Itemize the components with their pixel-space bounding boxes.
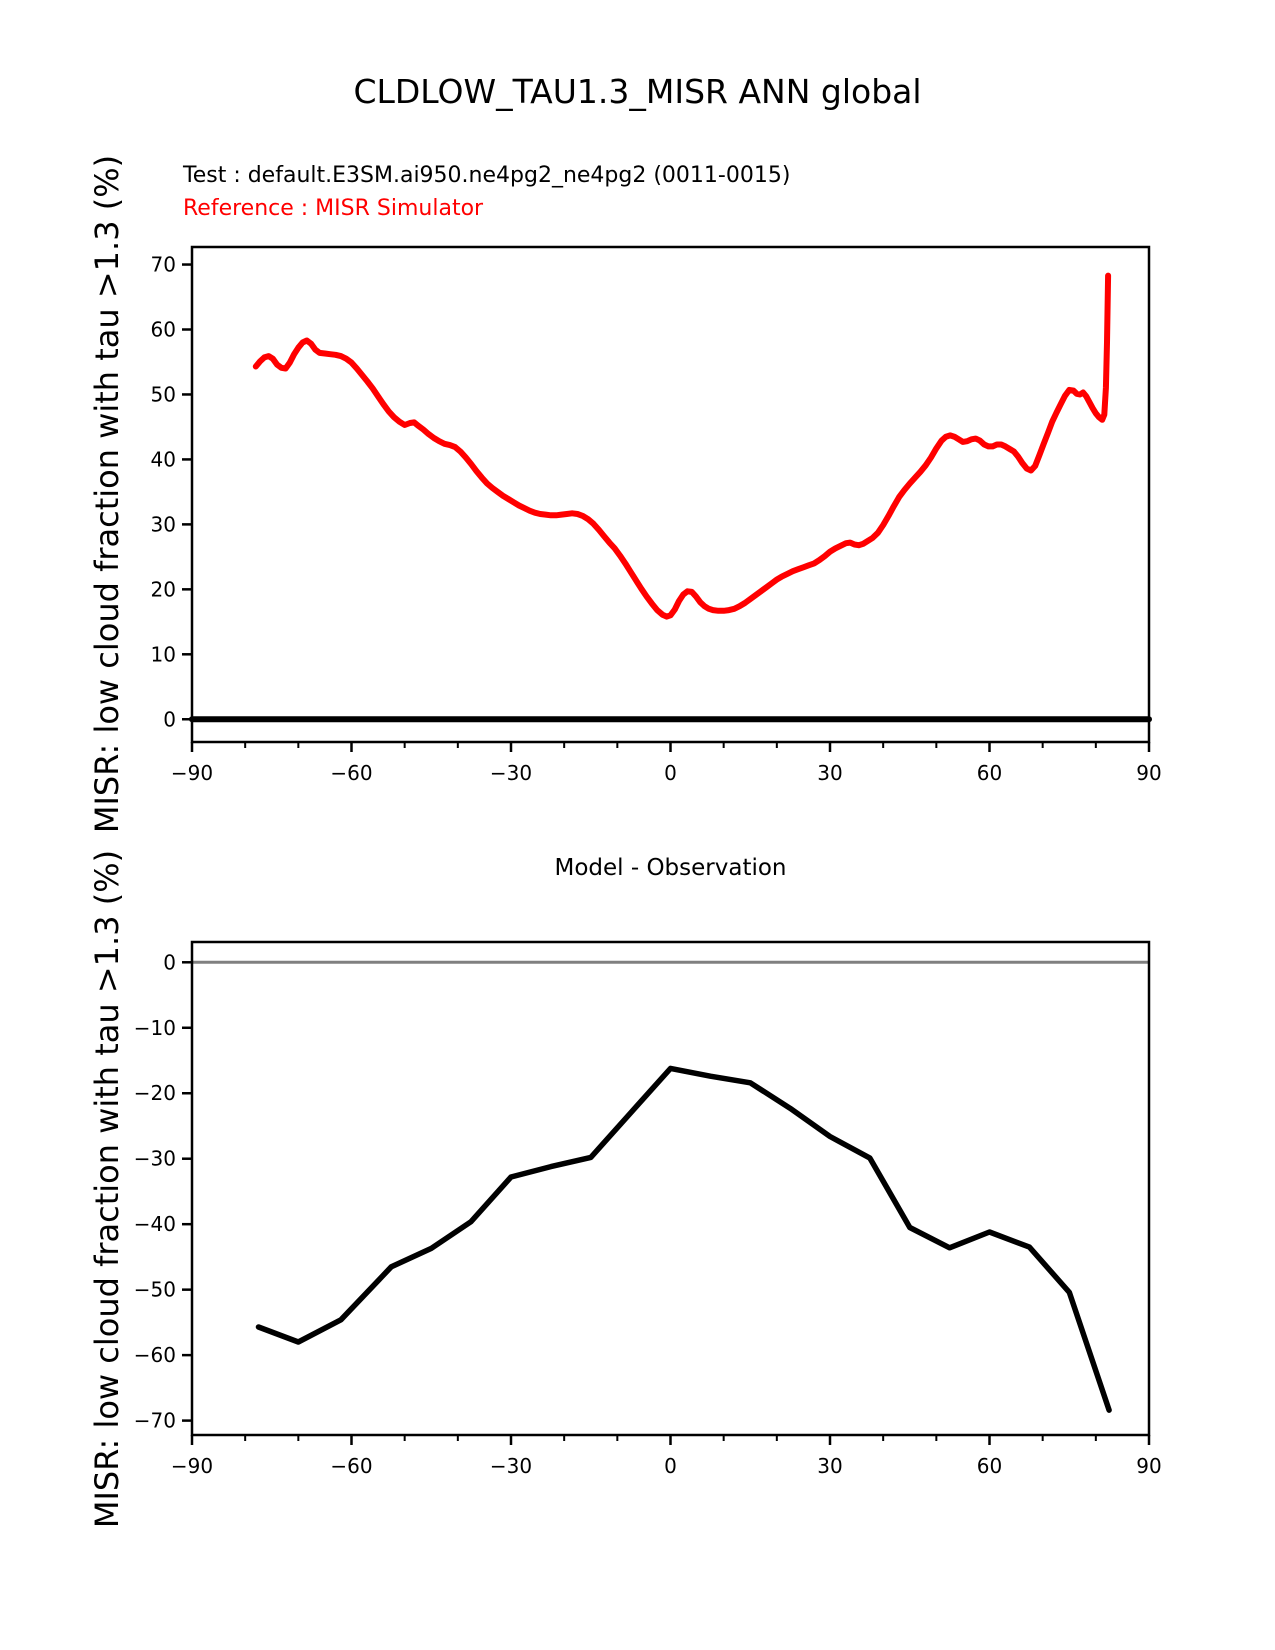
x-tick-label: −60: [330, 1454, 373, 1478]
x-tick-label: −90: [170, 761, 214, 785]
top-chart-ylabel: MISR: low cloud fraction with tau >1.3 (%): [88, 154, 126, 834]
x-tick-label: 0: [664, 761, 677, 785]
x-tick-label: 60: [976, 761, 1003, 785]
x-tick-label: −30: [489, 761, 533, 785]
x-tick-label: −30: [489, 1454, 533, 1478]
y-tick-label: −20: [133, 1081, 176, 1106]
axes-frame: [192, 942, 1149, 1435]
y-tick-label: −70: [133, 1408, 176, 1433]
y-tick-label: 10: [150, 642, 176, 667]
x-tick-label: 30: [817, 761, 843, 785]
y-tick-label: 0: [163, 950, 176, 975]
figure-title: CLDLOW_TAU1.3_MISR ANN global: [353, 72, 922, 111]
bottom-chart-ylabel: MISR: low cloud fraction with tau >1.3 (%): [88, 849, 126, 1529]
y-tick-label: 20: [150, 577, 176, 602]
series-reference-misr-simulator: [256, 276, 1108, 617]
x-tick-label: 90: [1136, 761, 1162, 785]
y-tick-label: 70: [150, 252, 176, 277]
x-tick-label: −60: [330, 761, 373, 785]
x-tick-label: 30: [817, 1454, 843, 1478]
y-tick-label: −50: [133, 1277, 176, 1302]
x-tick-label: 90: [1136, 1454, 1162, 1478]
y-tick-label: −30: [133, 1146, 176, 1171]
y-tick-label: 30: [150, 512, 176, 537]
axes-frame: [192, 247, 1149, 742]
x-tick-label: −90: [170, 1454, 214, 1478]
y-tick-label: 50: [150, 382, 176, 407]
bottom-chart-title: Model - Observation: [554, 855, 787, 881]
x-tick-label: 0: [664, 1454, 677, 1478]
reference-label: Reference : MISR Simulator: [183, 196, 484, 221]
y-tick-label: 60: [150, 317, 176, 342]
y-tick-label: 40: [150, 447, 176, 472]
test-label: Test : default.E3SM.ai950.ne4pg2_ne4pg2 (0011-0015): [183, 163, 791, 188]
y-tick-label: −60: [133, 1343, 176, 1368]
x-tick-label: 60: [976, 1454, 1003, 1478]
series-model-observation: [259, 1068, 1110, 1410]
y-tick-label: −40: [133, 1212, 176, 1237]
y-tick-label: 0: [163, 707, 176, 732]
y-tick-label: −10: [133, 1015, 176, 1040]
